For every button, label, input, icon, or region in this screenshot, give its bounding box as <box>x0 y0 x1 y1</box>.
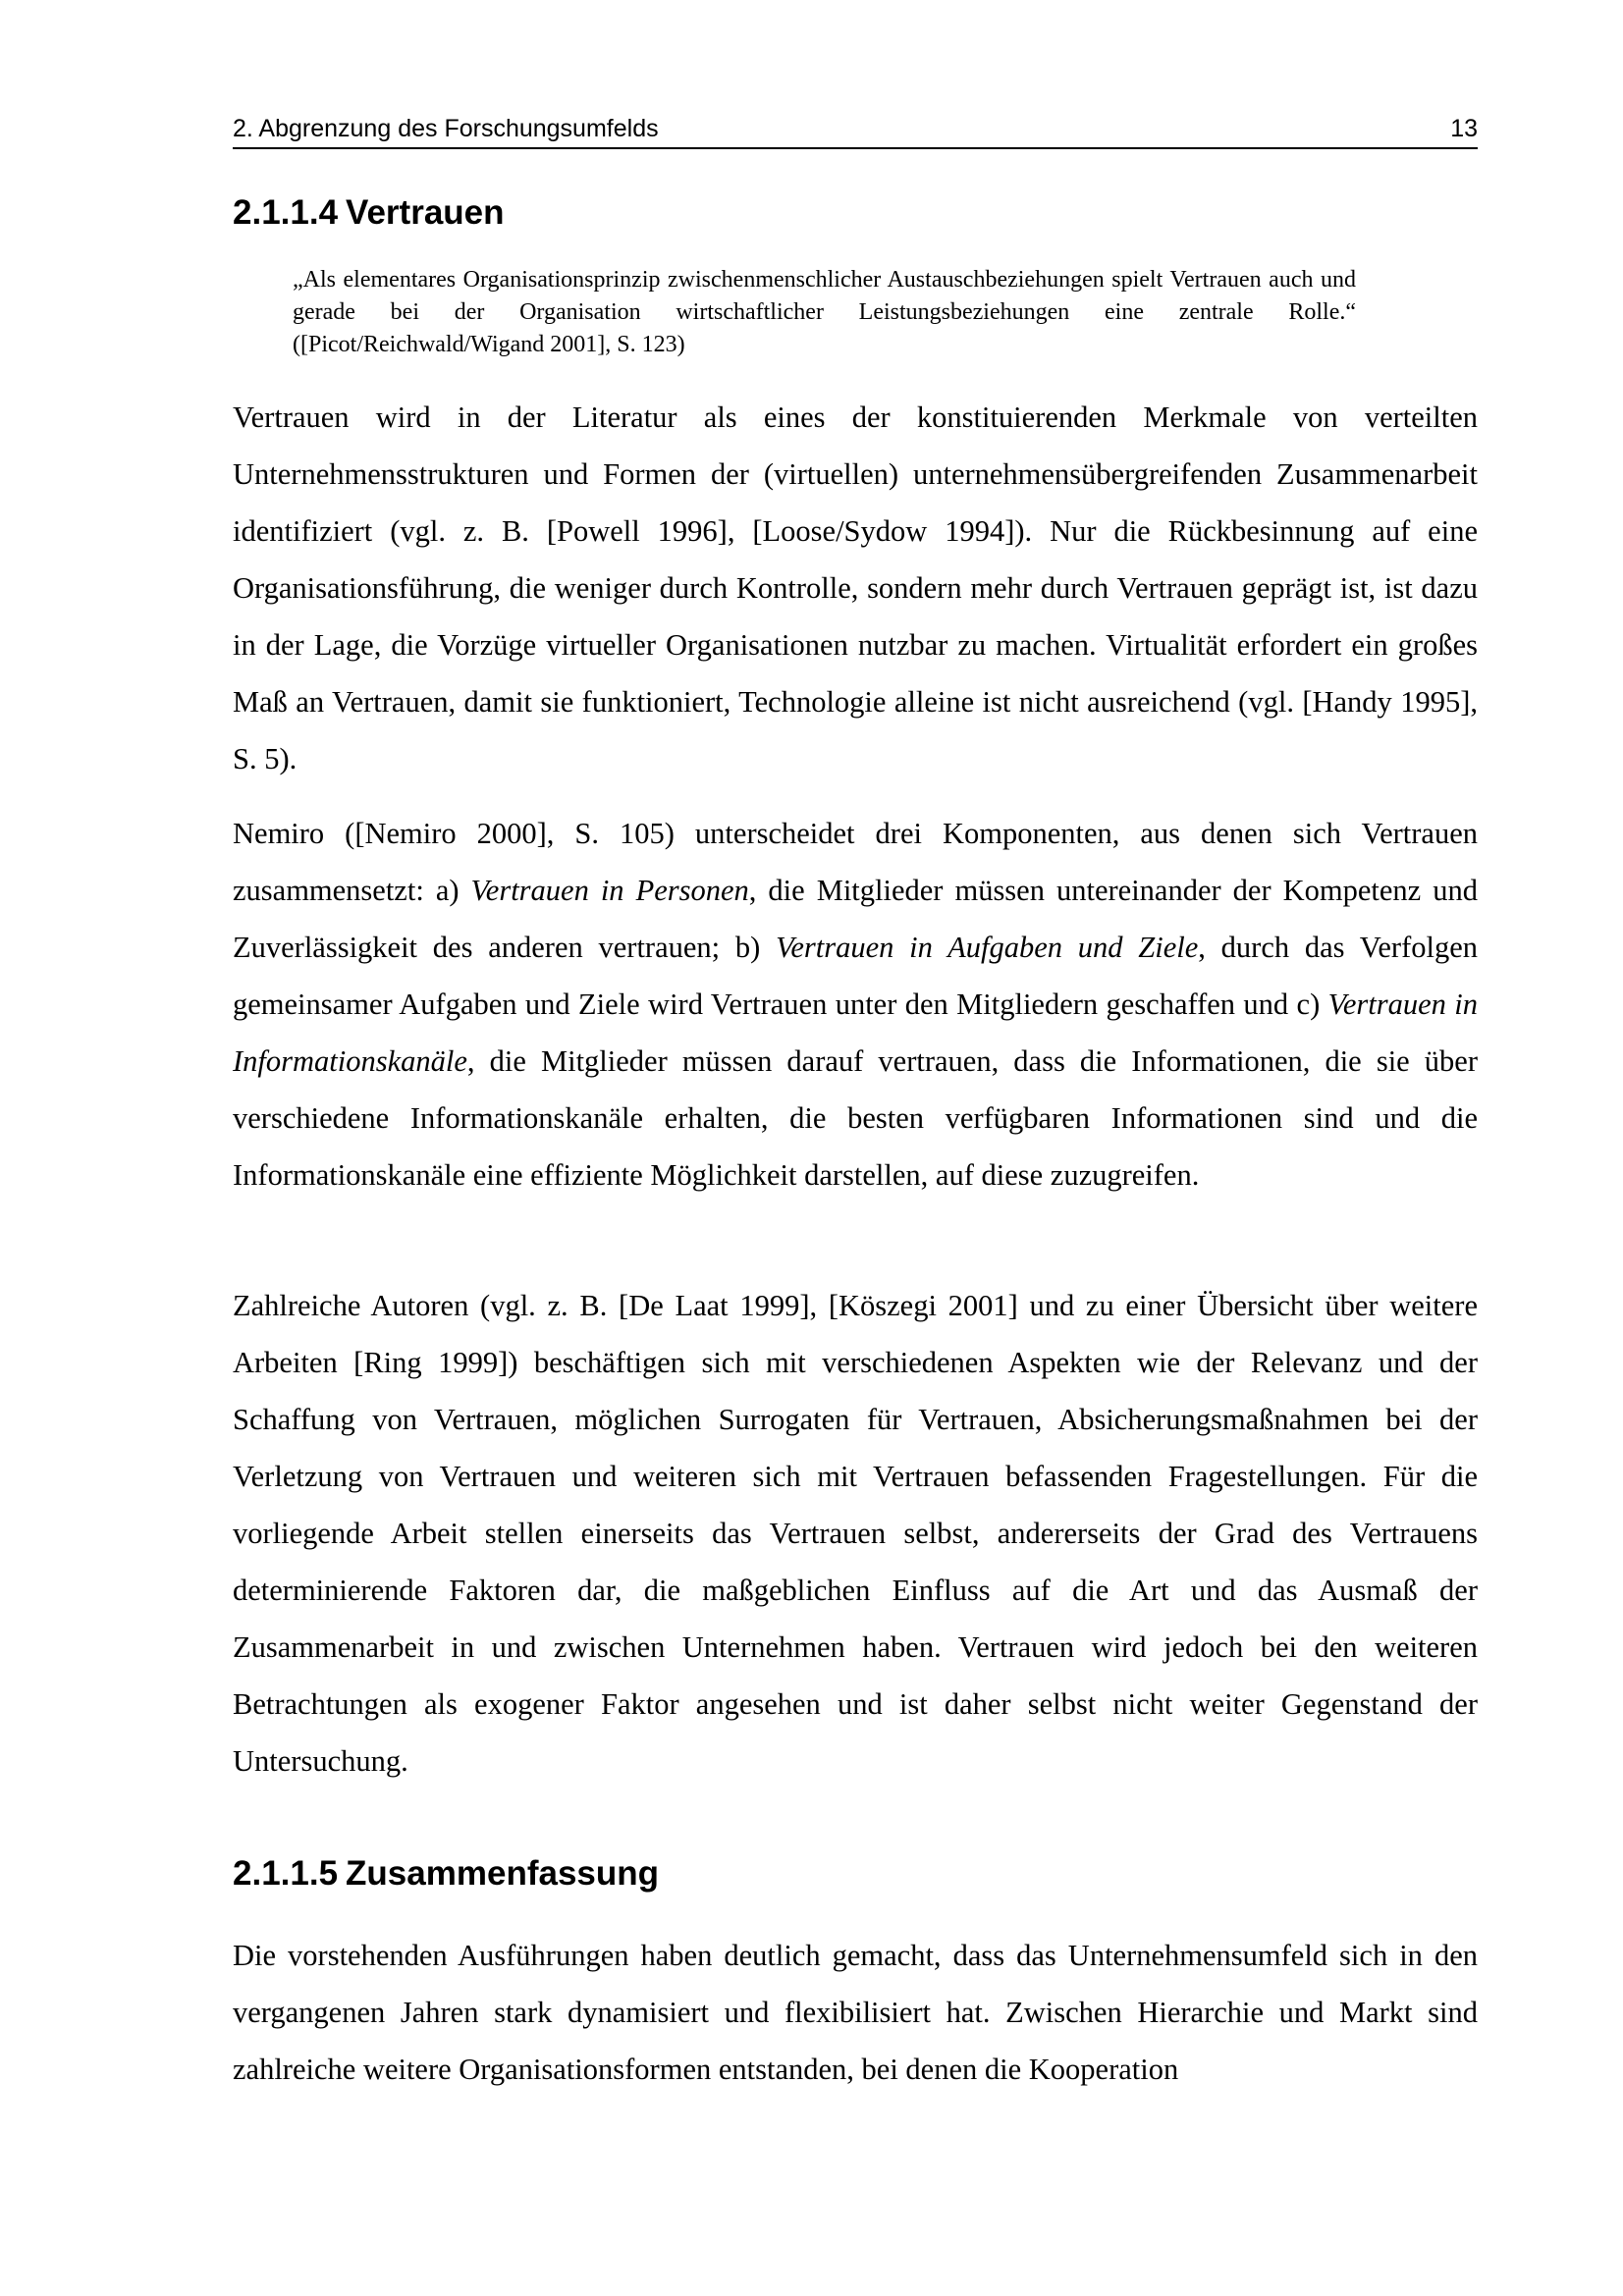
section-heading-zusammenfassung <box>233 1852 659 1896</box>
section-number: 2.1.1.4 <box>233 193 339 232</box>
section-heading-vertrauen <box>233 191 505 235</box>
document-page <box>233 0 1478 2296</box>
running-header <box>233 112 1478 149</box>
text-run: , durch das Verfolgen gemeinsamer Aufgaben und Ziele wird Vertrauen unter den Mitgliedern geschaffen und c) <box>233 931 1479 1021</box>
text-run: Nemiro ([Nemiro 2000], S. 105) unterscheidet drei Komponenten, aus denen sich Vertrauen zusammensetzt: a) <box>233 817 1478 907</box>
text-run: , die Mitglieder müssen darauf vertrauen, dass die Informationen, die sie über verschiedene Informationskanäle erhalten, die besten verfügbaren Informationen sind und die Informationskanäle eine effiziente Möglichkeit darstellen, auf diese zuzugreifen. <box>233 1044 1478 1192</box>
emphasis-term: Vertrauen in Aufgaben und Ziele <box>776 931 1199 964</box>
chapter-title: 2. Abgrenzung des Forschungsumfelds <box>233 115 659 142</box>
block-quote: „Als elementares Organisationsprinzip zwischenmenschlicher Austauschbeziehungen spielt Vertrauen auch und gerade bei der Organisation wirtschaftlicher Leistungsbeziehungen eine zentrale Rolle.“ ([Picot/Reichwald/Wigand 2001], S. 123) <box>293 267 1356 357</box>
paragraph <box>233 805 1478 1203</box>
emphasis-term: Vertrauen in Personen <box>470 874 749 907</box>
paragraph: Vertrauen wird in der Literatur als eines der konstituierenden Merkmale von verteilten Unternehmensstrukturen und Formen der (virtuellen) unternehmensübergreifenden Zusammenarbeit identifiziert (vgl. z. B. [Powell 1996], [Loose/Sydow 1994]). Nur die Rückbesinnung auf eine Organisationsführung, die weniger durch Kontrolle, sondern mehr durch Vertrauen geprägt ist, ist dazu in der Lage, die Vorzüge virtueller Organisationen nutzbar zu machen. Virtualität erfordert ein großes Maß an Vertrauen, damit sie funktioniert, Technologie alleine ist nicht ausreichend (vgl. [Handy 1995], S. 5). <box>233 400 1478 775</box>
emphasis-term: Vertrauen in Informationskanäle <box>233 988 1478 1078</box>
paragraph: Zahlreiche Autoren (vgl. z. B. [De Laat 1999], [Köszegi 2001] und zu einer Übersicht über weitere Arbeiten [Ring 1999]) beschäftigen sich mit verschiedenen Aspekten wie der Relevanz und der Schaffung von Vertrauen, möglichen Surrogaten für Vertrauen, Absicherungsmaßnahmen bei der Verletzung von Vertrauen und weiteren sich mit Vertrauen befassenden Fragestellungen. Für die vorliegende Arbeit stellen einerseits das Vertrauen selbst, andererseits der Grad des Vertrauens determinierende Faktoren dar, die maßgeblichen Einfluss auf die Art und das Ausmaß der Zusammenarbeit in und zwischen Unternehmen haben. Vertrauen wird jedoch bei den weiteren Betrachtungen als exogener Faktor angesehen und ist daher selbst nicht weiter Gegenstand der Untersuchung. <box>233 1289 1478 1778</box>
paragraph: Die vorstehenden Ausführungen haben deutlich gemacht, dass das Unternehmensumfeld sich in den vergangenen Jahren stark dynamisiert und flexibilisiert hat. Zwischen Hierarchie und Markt sind zahlreiche weitere Organisationsformen entstanden, bei denen die Kooperation <box>233 1939 1478 2086</box>
text-run: , die Mitglieder müssen untereinander der Kompetenz und Zuverlässigkeit des anderen vertrauen; b) <box>233 874 1478 964</box>
section-title: Vertrauen <box>346 193 505 232</box>
section-title: Zusammenfassung <box>346 1854 660 1893</box>
section-number: 2.1.1.5 <box>233 1854 339 1893</box>
page-number: 13 <box>1450 115 1478 142</box>
